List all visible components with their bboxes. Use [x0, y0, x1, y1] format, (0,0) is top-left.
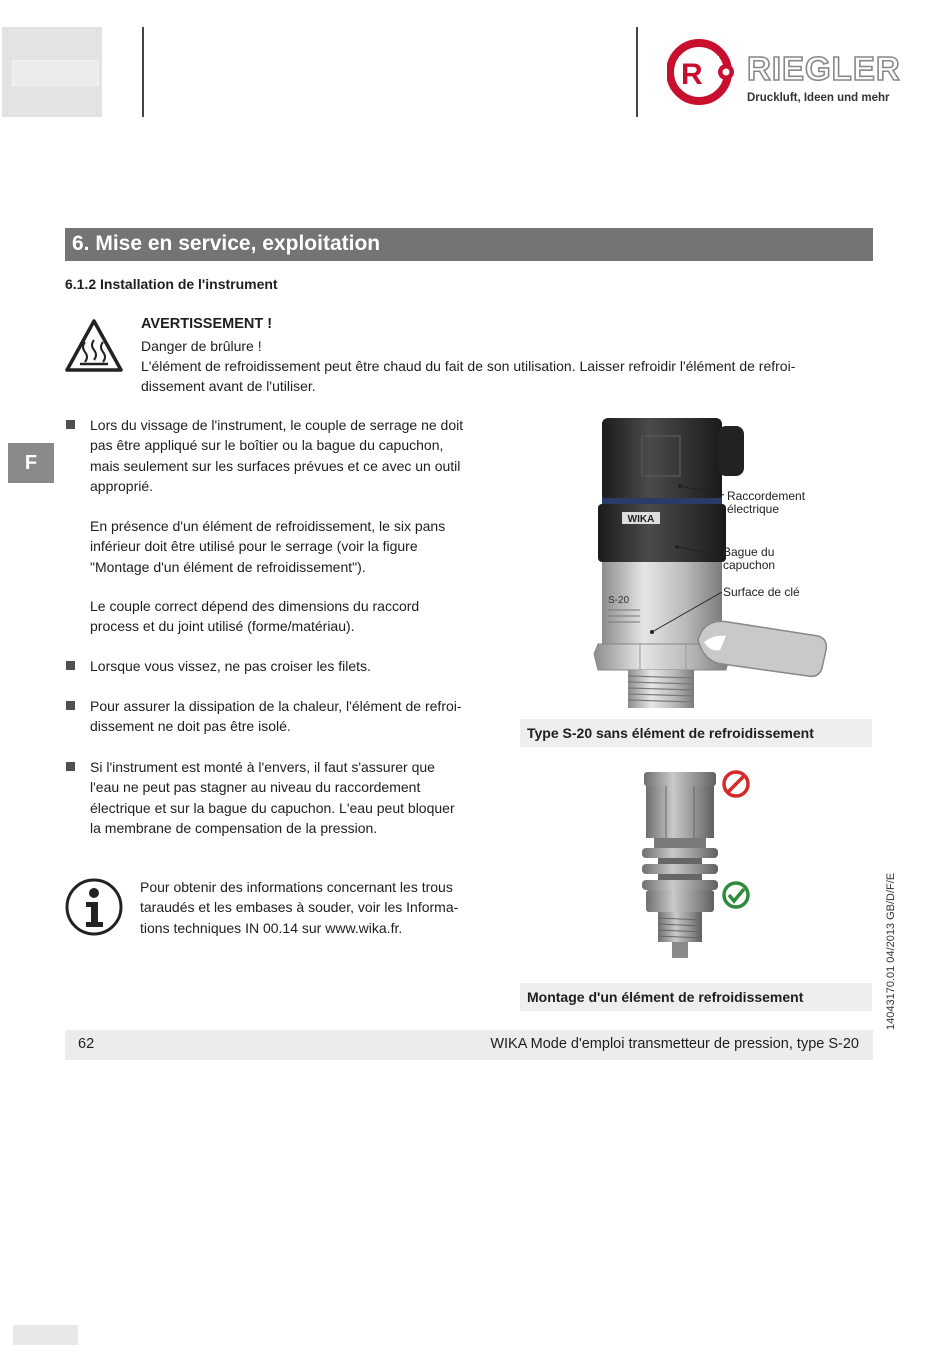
warning-title: AVERTISSEMENT !	[141, 316, 273, 332]
page-number: 62	[78, 1036, 95, 1052]
svg-text:R: R	[681, 58, 703, 91]
riegler-logo	[667, 38, 917, 108]
text-line: En présence d'un élément de refroidissement, le six pans	[90, 518, 446, 534]
text-line: approprié.	[90, 477, 154, 494]
bottom-grey-block	[13, 1325, 78, 1345]
subsection-title: 6.1.2 Installation de l'instrument	[65, 276, 278, 292]
text-line: électrique et sur la bague du capuchon. L'eau peut bloquer	[90, 799, 455, 816]
bullet-marker	[66, 762, 75, 771]
bullet-1-para-1	[90, 415, 510, 496]
text-line: pas être appliqué sur le boîtier ou la bague du capuchon,	[90, 437, 444, 454]
warning-line-1: Danger de brûlure !	[141, 338, 262, 354]
warning-line-3: dissement avant de l'utiliser.	[141, 378, 316, 394]
text-line: l'eau ne peut pas stagner au niveau du raccordement	[90, 779, 421, 796]
info-text	[140, 877, 500, 938]
device-brand: WIKA	[627, 514, 655, 525]
header-divider-right	[636, 27, 638, 117]
text-line: la membrane de compensation de la pression.	[90, 819, 378, 836]
language-tab: F	[8, 443, 54, 483]
header-grey-inner	[12, 60, 99, 86]
label-line: capuchon	[723, 558, 776, 572]
header-divider-left	[142, 27, 144, 117]
label-wrench-surface: Surface de clé	[723, 585, 800, 599]
bullet-4-para	[90, 757, 510, 838]
device-model: S-20	[608, 595, 630, 606]
warning-line-2: L'élément de refroidissement peut être chaud du fait de son utilisation. Laisser refroidir l'élément de refroi-	[141, 358, 796, 374]
label-line: électrique	[727, 502, 780, 516]
text-line: Lors du vissage de l'instrument, le couple de serrage ne doit	[90, 417, 464, 433]
text-line: taraudés et les embases à souder, voir les Informa-	[140, 899, 459, 916]
label-line: Bague du	[723, 545, 775, 559]
text-line: inférieur doit être utilisé pour le serrage (voir la figure	[90, 538, 418, 555]
bullet-2-para	[90, 656, 510, 676]
bullet-marker	[66, 701, 75, 710]
footer-title: WIKA Mode d'emploi transmetteur de pression, type S-20	[490, 1036, 859, 1052]
allowed-icon	[724, 883, 748, 907]
text-line: Si l'instrument est monté à l'envers, il faut s'assurer que	[90, 759, 435, 775]
label-electrical-connection	[727, 490, 805, 516]
bullet-marker	[66, 661, 75, 670]
bullet-marker	[66, 420, 75, 429]
document-code: 14043170.01 04/2013 GB/D/F/E	[885, 872, 897, 1030]
label-line: Raccordement	[727, 489, 806, 503]
text-line: dissement ne doit pas être isolé.	[90, 718, 291, 735]
logo-brand-text: RIEGLER	[747, 50, 901, 87]
figure-1-caption: Type S-20 sans élément de refroidissement	[527, 725, 814, 741]
hot-surface-warning-icon	[64, 318, 124, 373]
text-line: mais seulement sur les surfaces prévues et ce avec un outil	[90, 457, 461, 474]
bullet-1-para-3	[90, 596, 510, 637]
text-line: Pour assurer la dissipation de la chaleur, l'élément de refroi-	[90, 698, 462, 714]
text-line: Pour obtenir des informations concernant les trous	[140, 879, 453, 895]
leader-lines	[590, 412, 830, 712]
cooling-element-illustration	[636, 768, 766, 963]
bullet-3-para	[90, 696, 510, 737]
info-icon	[64, 877, 124, 937]
bullet-1-para-2	[90, 516, 510, 577]
figure-cooling-element	[636, 768, 766, 963]
section-title: 6. Mise en service, exploitation	[72, 232, 381, 255]
text-line: process et du joint utilisé (forme/matériau).	[90, 618, 355, 635]
logo-tagline: Druckluft, Ideen und mehr	[747, 92, 890, 104]
text-line: "Montage d'un élément de refroidissement").	[90, 558, 366, 575]
figure-s20-transmitter	[590, 412, 830, 712]
text-line: tions techniques IN 00.14 sur www.wika.fr.	[140, 919, 403, 936]
text-line: Le couple correct dépend des dimensions du raccord	[90, 598, 420, 614]
text-line: Lorsque vous vissez, ne pas croiser les filets.	[90, 658, 371, 674]
label-cap-ring	[723, 546, 775, 572]
figure-2-caption: Montage d'un élément de refroidissement	[527, 989, 804, 1005]
